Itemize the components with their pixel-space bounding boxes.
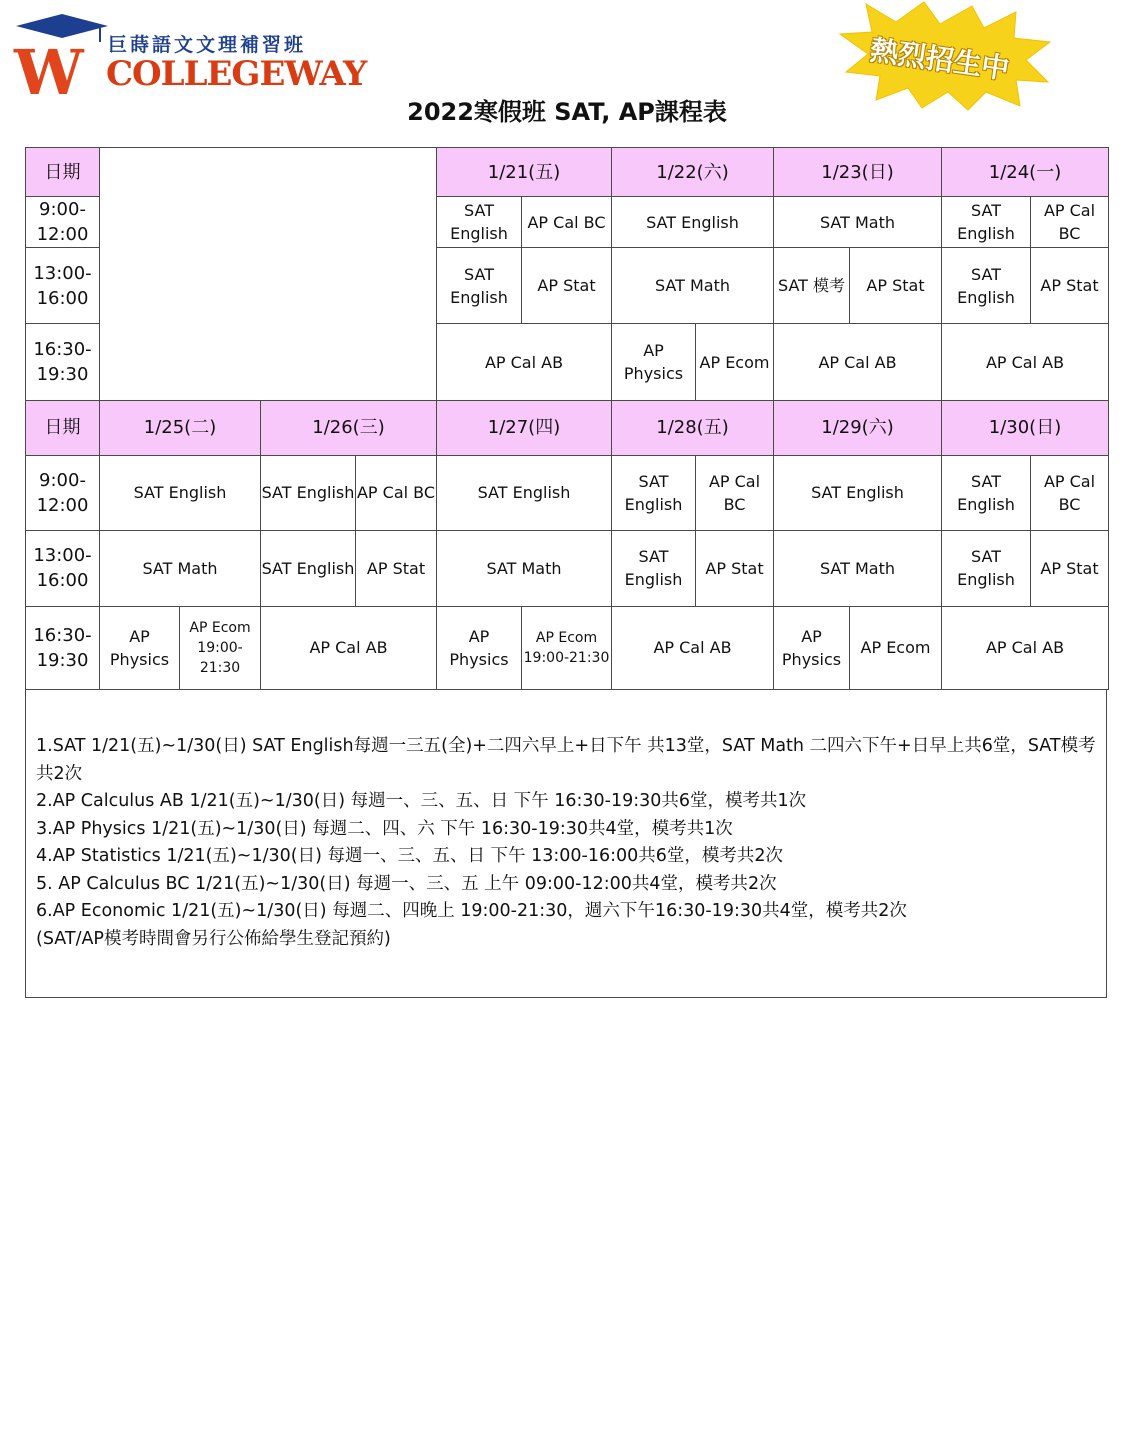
class-cell: SAT English bbox=[942, 248, 1031, 324]
class-cell: AP Ecom bbox=[696, 324, 774, 401]
class-cell: SAT 模考 bbox=[774, 248, 850, 324]
class-cell: SAT English bbox=[437, 248, 522, 324]
date-label: 日期 bbox=[26, 148, 100, 197]
date-cell: 1/27(四) bbox=[437, 401, 612, 455]
note-line: 6.AP Economic 1/21(五)~1/30(日) 每週二、四晚上 19:00-21:30，週六下午16:30-19:30共4堂，模考共2次 bbox=[36, 901, 907, 921]
time-slot: 13:00-16:00 bbox=[26, 248, 100, 324]
empty-area bbox=[100, 148, 437, 401]
date-cell: 1/22(六) bbox=[612, 148, 774, 197]
class-cell: SAT English bbox=[437, 197, 522, 248]
class-cell: AP Physics bbox=[612, 324, 696, 401]
class-cell: AP Cal AB bbox=[774, 324, 942, 401]
school-name-chinese: 巨蒔語文文理補習班 bbox=[108, 34, 307, 56]
date-cell: 1/24(一) bbox=[942, 148, 1109, 197]
class-cell: AP Cal BC bbox=[1031, 455, 1109, 530]
schedule-table bbox=[25, 147, 1109, 690]
time-slot: 9:00-12:00 bbox=[26, 455, 100, 530]
date-cell: 1/30(日) bbox=[942, 401, 1109, 455]
class-cell: AP Cal AB bbox=[437, 324, 612, 401]
class-cell: AP Stat bbox=[1031, 248, 1109, 324]
badge-text: 熱烈招生中 bbox=[868, 33, 1012, 86]
class-cell: SAT English bbox=[942, 530, 1031, 606]
school-name-english: COLLEGEWAY bbox=[106, 54, 367, 94]
class-cell: SAT Math bbox=[774, 197, 942, 248]
class-cell: AP Physics bbox=[774, 606, 850, 689]
collegeway-logo bbox=[12, 14, 367, 109]
logo-mark: W bbox=[14, 36, 80, 109]
class-cell: SAT English bbox=[100, 455, 261, 530]
class-cell: AP Physics bbox=[100, 606, 180, 689]
note-line: 1.SAT 1/21(五)~1/30(日) SAT English每週一三五(全)+二四六早上+日下午 共13堂，SAT Math 二四六下午+日早上共6堂，SAT模考共2次 bbox=[36, 736, 1096, 784]
date-cell: 1/26(三) bbox=[261, 401, 437, 455]
time-slot: 9:00-12:00 bbox=[26, 197, 100, 248]
class-cell: AP Cal AB bbox=[942, 606, 1109, 689]
class-cell: SAT English bbox=[261, 530, 356, 606]
week1-header-row bbox=[26, 148, 1109, 197]
week2-morning-row bbox=[26, 455, 1109, 530]
note-line: 3.AP Physics 1/21(五)~1/30(日) 每週二、四、六 下午 16:30-19:30共4堂，模考共1次 bbox=[36, 818, 733, 839]
note-line: 5. AP Calculus BC 1/21(五)~1/30(日) 每週一、三、五 上午 09:00-12:00共4堂，模考共2次 bbox=[36, 873, 777, 894]
class-cell: SAT English bbox=[437, 455, 612, 530]
date-cell: 1/23(日) bbox=[774, 148, 942, 197]
class-cell: SAT English bbox=[612, 455, 696, 530]
date-label: 日期 bbox=[26, 401, 100, 455]
date-cell: 1/21(五) bbox=[437, 148, 612, 197]
note-line: (SAT/AP模考時間會另行公佈給學生登記預約) bbox=[36, 928, 391, 949]
time-slot: 16:30-19:30 bbox=[26, 324, 100, 401]
week2-header-row bbox=[26, 401, 1109, 455]
class-cell: SAT English bbox=[612, 197, 774, 248]
class-cell: SAT English bbox=[612, 530, 696, 606]
class-cell: AP Stat bbox=[522, 248, 612, 324]
class-cell: AP Cal BC bbox=[522, 197, 612, 248]
class-cell: AP Stat bbox=[850, 248, 942, 324]
class-cell: AP Ecom 19:00-21:30 bbox=[180, 606, 261, 689]
week2-evening-row bbox=[26, 606, 1109, 689]
class-cell: SAT English bbox=[942, 197, 1031, 248]
class-cell: SAT English bbox=[774, 455, 942, 530]
class-cell: AP Physics bbox=[437, 606, 522, 689]
class-cell: SAT Math bbox=[100, 530, 261, 606]
course-notes bbox=[25, 689, 1107, 998]
class-cell: SAT Math bbox=[774, 530, 942, 606]
class-cell: SAT Math bbox=[612, 248, 774, 324]
class-cell: AP Cal BC bbox=[356, 455, 437, 530]
note-line: 2.AP Calculus AB 1/21(五)~1/30(日) 每週一、三、五、日 下午 16:30-19:30共6堂，模考共1次 bbox=[36, 791, 807, 811]
page-title: 2022寒假班 SAT, AP課程表 bbox=[407, 98, 727, 126]
date-cell: 1/25(二) bbox=[100, 401, 261, 455]
class-cell: SAT Math bbox=[437, 530, 612, 606]
class-cell: AP Stat bbox=[1031, 530, 1109, 606]
class-cell: SAT English bbox=[942, 455, 1031, 530]
week2-afternoon-row bbox=[26, 530, 1109, 606]
class-cell: AP Cal AB bbox=[261, 606, 437, 689]
time-slot: 13:00-16:00 bbox=[26, 530, 100, 606]
class-cell: SAT English bbox=[261, 455, 356, 530]
class-cell: AP Ecom 19:00-21:30 bbox=[522, 606, 612, 689]
class-cell: AP Ecom bbox=[850, 606, 942, 689]
time-slot: 16:30-19:30 bbox=[26, 606, 100, 689]
class-cell: AP Cal BC bbox=[696, 455, 774, 530]
date-cell: 1/29(六) bbox=[774, 401, 942, 455]
date-cell: 1/28(五) bbox=[612, 401, 774, 455]
note-line: 4.AP Statistics 1/21(五)~1/30(日) 每週一、三、五、日 下午 13:00-16:00共6堂，模考共2次 bbox=[36, 846, 784, 866]
class-cell: AP Stat bbox=[696, 530, 774, 606]
class-cell: AP Cal AB bbox=[612, 606, 774, 689]
class-cell: AP Cal AB bbox=[942, 324, 1109, 401]
class-cell: AP Stat bbox=[356, 530, 437, 606]
class-cell: AP Cal BC bbox=[1031, 197, 1109, 248]
